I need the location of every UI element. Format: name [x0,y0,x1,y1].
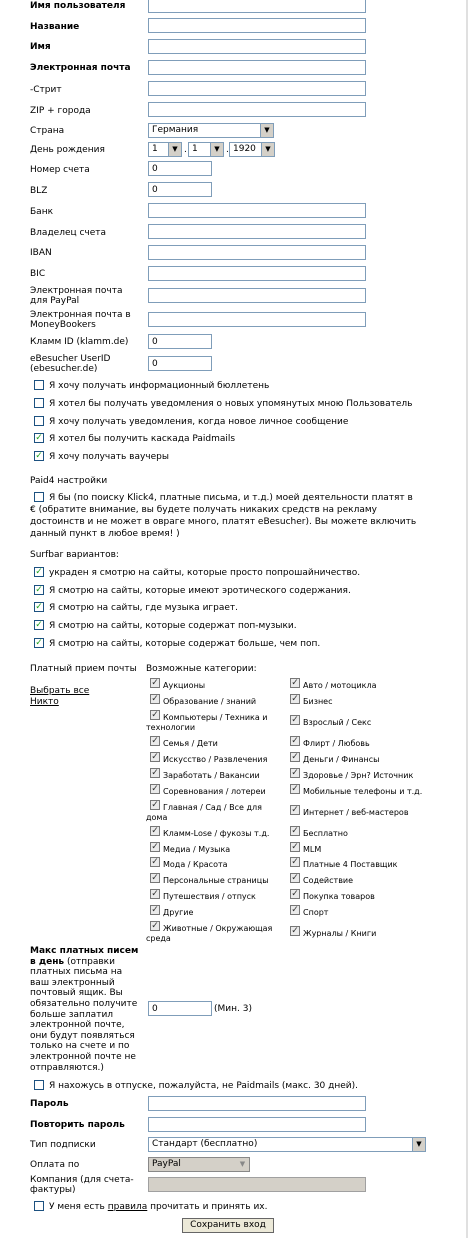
birthday-label: День рождения [30,145,105,155]
category-label: Мода / Красота [163,860,228,869]
iban-label: IBAN [30,248,52,258]
chevron-down-icon: ▼ [168,143,181,156]
newsletter-label: Я хочу получать информационный бюллетень [49,381,270,391]
chevron-down-icon: ▼ [261,143,274,156]
category-label-cont: дома [146,813,168,822]
category-checkbox[interactable]: ✓ [151,905,159,915]
surfbar-checkbox[interactable]: ✓ [35,638,43,648]
category-checkbox[interactable]: ✓ [291,926,299,936]
terms-checkbox[interactable] [34,1201,44,1211]
max-mails-input[interactable] [148,1001,212,1016]
subscription-select[interactable]: Стандарт (бесплатно) ▼ [148,1137,426,1152]
username-input[interactable] [148,0,366,13]
category-checkbox[interactable]: ✓ [151,921,159,931]
category-label: Покупка товаров [303,892,375,901]
category-checkbox[interactable]: ✓ [151,889,159,899]
category-label: Другие [163,908,194,917]
bic-label: BIC [30,269,46,279]
category-label: Соревнования / лотереи [163,787,266,796]
paid4-line2: € (обратите внимание, вы будете получать никаких средств на рекламу [30,505,377,515]
surfbar-option: Я смотрю на сайты, которые имеют эротического содержания. [49,586,351,596]
title-input[interactable] [148,18,366,33]
name-input[interactable] [148,39,366,54]
category-label: Здоровье / Эрн? Источник [303,771,414,780]
mentions-label: Я хотел бы получать уведомления о новых упомянутых мною Пользователь [49,399,413,409]
payment-select[interactable]: PayPal ▼ [148,1157,250,1172]
category-checkbox[interactable]: ✓ [291,905,299,915]
ebesucher-input[interactable] [148,356,212,371]
blz-input[interactable] [148,182,212,197]
category-label: Заработать / Вакансии [163,771,260,780]
category-label: Путешествия / отпуск [163,892,256,901]
category-label: Платные 4 Поставщик [303,860,398,869]
klamm-label: Кламм ID (klamm.de) [30,337,129,347]
scrollbar-edge [466,0,468,1238]
paypal-email-input[interactable] [148,288,366,303]
category-label: Содействие [303,876,354,885]
paypal-email-label: Электронная почта для PayPal [30,286,123,306]
blz-label: BLZ [30,186,48,196]
category-checkbox[interactable]: ✓ [151,784,159,794]
category-label: Взрослый / Секс [303,718,372,727]
category-label: Бизнес [303,697,333,706]
bank-input[interactable] [148,203,366,218]
select-all-link[interactable]: Выбрать все [30,686,90,696]
iban-input[interactable] [148,245,366,260]
month-select[interactable]: 1 ▼ [188,142,224,157]
category-label: Животные / Окружающая [163,924,273,933]
email-input[interactable] [148,60,366,75]
day-select[interactable]: 1 ▼ [148,142,182,157]
category-label: Спорт [303,908,329,917]
category-checkbox[interactable]: ✓ [291,736,299,746]
surfbar-checkbox[interactable]: ✓ [35,620,43,630]
surfbar-option: Я смотрю на сайты, которые содержат поп-музыки. [49,621,297,631]
cascade-label: Я хотел бы получить каскада Paidmails [49,434,236,444]
category-checkbox[interactable]: ✓ [151,800,159,810]
select-none-link[interactable]: Никто [30,697,59,707]
category-checkbox[interactable]: ✓ [291,768,299,778]
category-label: Искусство / Развлечения [163,755,268,764]
category-label: Журналы / Книги [303,929,377,938]
category-label: MLM [303,845,322,854]
paid4-line4: данный пункт в любое время! ) [30,529,180,539]
category-checkbox[interactable]: ✓ [151,768,159,778]
vouchers-checkbox[interactable]: ✓ [35,451,43,461]
vouchers-label: Я хочу получать ваучеры [49,452,169,462]
category-checkbox[interactable]: ✓ [291,842,299,852]
max-mails-min: (Мин. 3) [214,1004,252,1014]
klamm-input[interactable] [148,334,212,349]
surfbar-title: Surfbar вариантов: [30,550,119,560]
year-select[interactable]: 1920 ▼ [229,142,275,157]
category-label: Медиа / Музыка [163,845,231,854]
category-checkbox[interactable]: ✓ [151,857,159,867]
category-label: Флирт / Любовь [303,739,370,748]
categories-title: Возможные категории: [146,664,257,674]
company-input[interactable] [148,1177,366,1192]
cascade-checkbox[interactable]: ✓ [35,433,43,443]
country-select[interactable]: Германия ▼ [148,123,274,138]
paid4-line1: Я бы (по поиску Klick4, платные письма, и т.д.) моей деятельности платят в [49,493,413,503]
account-input[interactable] [148,161,212,176]
category-checkbox[interactable]: ✓ [151,842,159,852]
paid4-title: Paid4 настройки [30,476,108,486]
personal-message-label: Я хочу получать уведомления, когда новое личное сообщение [49,417,349,427]
chevron-down-icon: ▼ [210,143,223,156]
save-button[interactable]: Сохранить вход [182,1218,274,1233]
country-label: Страна [30,126,65,136]
category-checkbox[interactable]: ✓ [151,873,159,883]
bank-label: Банк [30,207,54,217]
category-label: Компьютеры / Техника и [163,713,268,722]
category-checkbox[interactable]: ✓ [291,694,299,704]
category-checkbox[interactable]: ✓ [151,678,159,688]
email-label: Электронная почта [30,63,131,73]
surfbar-option: Я смотрю на сайты, где музыка играет. [49,603,239,613]
category-checkbox[interactable]: ✓ [151,694,159,704]
max-mails-description: Макс платных писем в день (отправки платных письма на ваш электронный почтовый ящик. Вы обязательно получите больше заплатил электронной почте, они будут появляться только на счете и по электронной почте не отправляются.) [30,946,139,1073]
terms-label: У меня есть правила прочитать и принять их. [49,1202,268,1212]
category-checkbox[interactable]: ✓ [291,715,299,725]
category-label: Деньги / Финансы [303,755,380,764]
category-label-cont: среда [146,934,171,943]
chevron-down-icon: ▼ [260,124,273,137]
category-label: Аукционы [163,681,206,690]
category-label: Бесплатно [303,829,348,838]
category-checkbox[interactable]: ✓ [151,752,159,762]
name-label: Имя [30,42,51,52]
paid4-checkbox[interactable] [34,492,44,502]
bic-input[interactable] [148,266,366,281]
category-label: Интернет / веб-мастеров [303,808,409,817]
personal-message-checkbox[interactable] [34,416,44,426]
username-label: Имя пользователя [30,1,126,11]
category-label: Образование / знаний [163,697,257,706]
category-label-cont: технологии [146,723,196,732]
category-checkbox[interactable]: ✓ [151,736,159,746]
category-checkbox[interactable]: ✓ [151,710,159,720]
category-label: Персональные страницы [163,876,269,885]
category-label: Семья / Дети [163,739,218,748]
chevron-down-icon: ▼ [412,1138,425,1151]
zip-input[interactable] [148,102,366,117]
surfbar-option: Я смотрю на сайты, которые содержат больше, чем поп. [49,639,321,649]
category-checkbox[interactable]: ✓ [291,889,299,899]
title-label: Название [30,22,80,32]
category-label: Авто / мотоцикла [303,681,377,690]
zip-label: ZIP + города [30,106,91,116]
password-input[interactable] [148,1096,366,1111]
moneybookers-label: Электронная почта в MoneyBookers [30,310,131,330]
owner-label: Владелец счета [30,228,107,238]
subscription-label: Тип подписки [30,1140,96,1150]
payment-label: Оплата по [30,1160,80,1170]
category-checkbox[interactable]: ✓ [291,784,299,794]
rules-link[interactable]: правила [107,1202,148,1212]
category-label: Мобильные телефоны и т.д. [303,787,423,796]
category-checkbox[interactable]: ✓ [291,873,299,883]
vacation-label: Я нахожусь в отпуске, пожалуйста, не Paidmails (макс. 30 дней). [49,1081,358,1091]
newsletter-checkbox[interactable] [34,380,44,390]
street-label: -Стрит [30,85,62,95]
mentions-checkbox[interactable] [34,398,44,408]
category-checkbox[interactable]: ✓ [291,752,299,762]
street-input[interactable] [148,81,366,96]
owner-input[interactable] [148,224,366,239]
category-label: Кламм-Lose / фукозы т.д. [163,829,270,838]
surfbar-checkbox[interactable]: ✓ [35,567,43,577]
paid-mail-title: Платный прием почты [30,664,137,674]
paid4-line3: достоинств и не может в овраге много, платят eBesucher). Вы можете включить [30,517,417,527]
surfbar-checkbox[interactable]: ✓ [35,602,43,612]
category-checkbox[interactable]: ✓ [291,826,299,836]
category-checkbox[interactable]: ✓ [291,805,299,815]
password-repeat-input[interactable] [148,1117,366,1132]
moneybookers-input[interactable] [148,312,366,327]
password-repeat-label: Повторить пароль [30,1120,125,1130]
category-checkbox[interactable]: ✓ [291,678,299,688]
category-checkbox[interactable]: ✓ [291,857,299,867]
vacation-checkbox[interactable] [34,1080,44,1090]
surfbar-checkbox[interactable]: ✓ [35,585,43,595]
surfbar-option: украден я смотрю на сайты, которые просто попрошайничество. [49,568,361,578]
password-label: Пароль [30,1099,69,1109]
account-label: Номер счета [30,165,90,175]
category-label: Главная / Сад / Все для [163,803,262,812]
company-label: Компания (для счета- фактуры) [30,1175,134,1195]
category-checkbox[interactable]: ✓ [151,826,159,836]
chevron-down-icon: ▼ [236,1158,249,1171]
ebesucher-label: eBesucher UserID (ebesucher.de) [30,354,111,374]
